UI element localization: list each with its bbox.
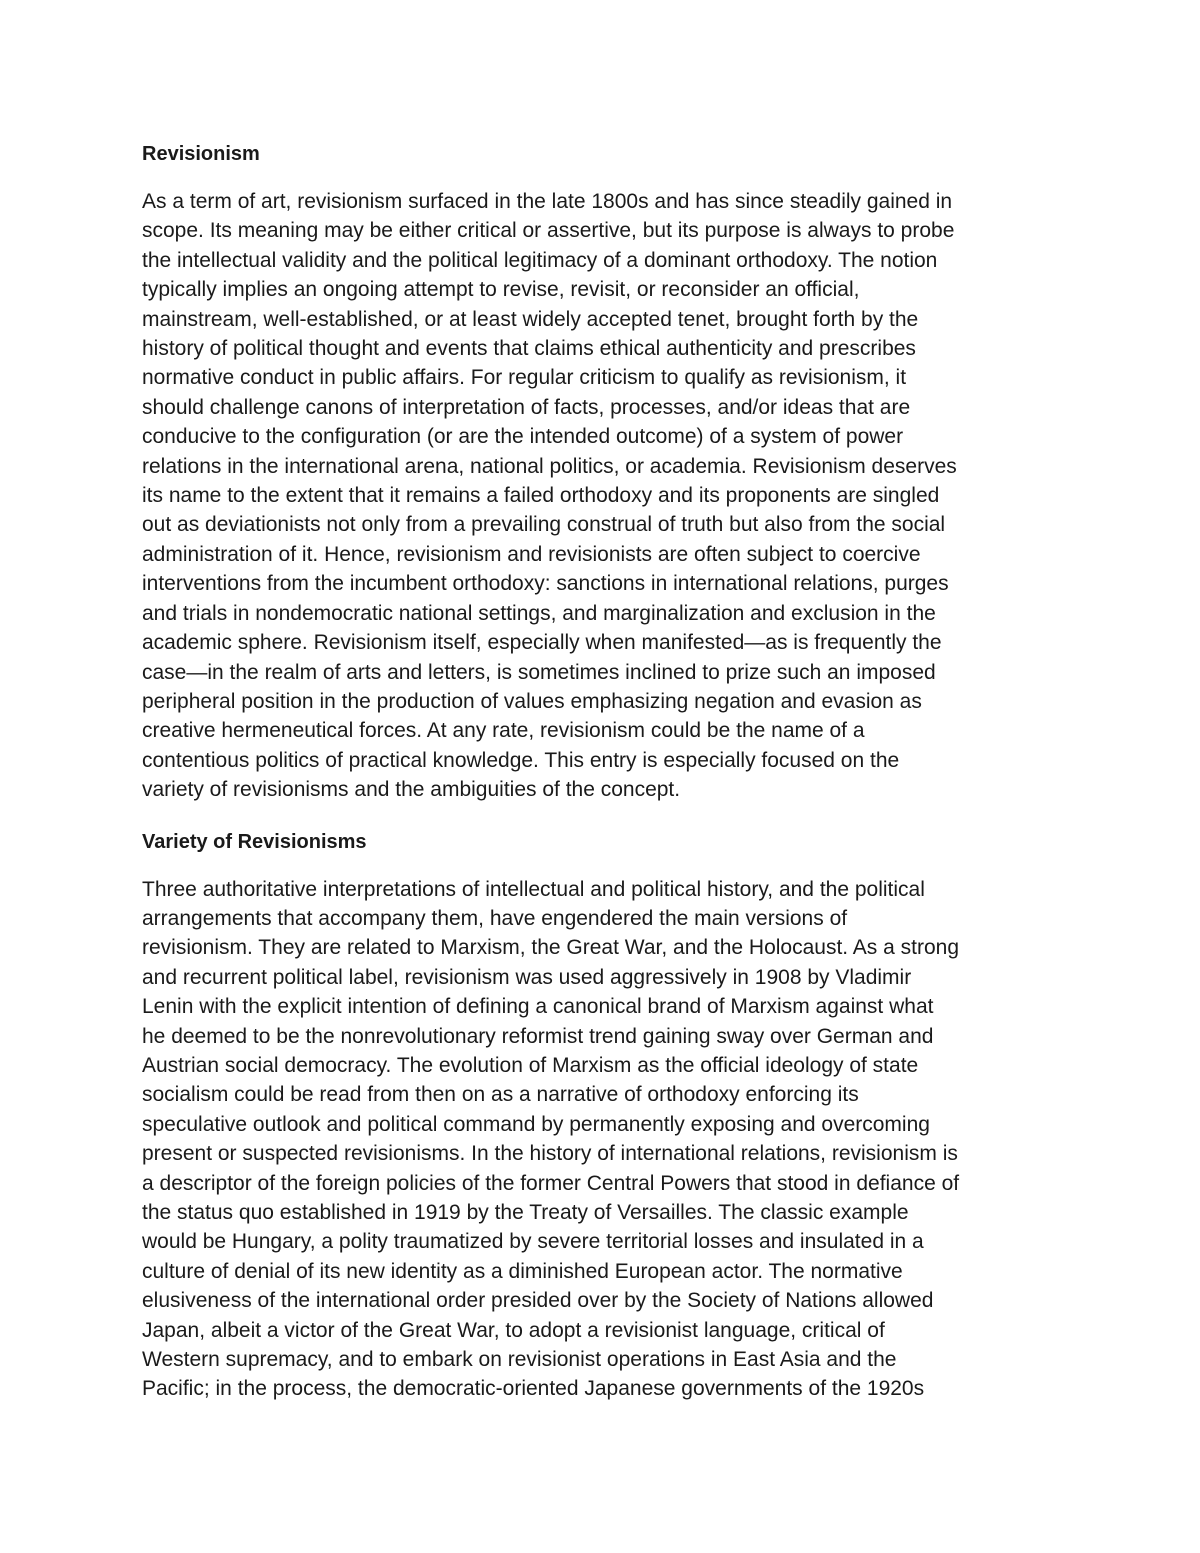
paragraph-line: interventions from the incumbent orthodoxy: sanctions in international relations, purges	[142, 572, 949, 596]
paragraph-line: normative conduct in public affairs. For regular criticism to qualify as revisionism, it	[142, 366, 907, 390]
paragraph-line: conducive to the configuration (or are the intended outcome) of a system of power	[142, 425, 904, 449]
paragraph-line: the intellectual validity and the political legitimacy of a dominant orthodoxy. The notion	[142, 248, 938, 272]
paragraph-line: peripheral position in the production of values emphasizing negation and evasion as	[142, 689, 922, 713]
paragraph-line: Pacific; in the process, the democratic-oriented Japanese governments of the 1920s	[142, 1377, 925, 1401]
paragraph-line: contentious politics of practical knowledge. This entry is especially focused on the	[142, 748, 900, 772]
paragraph-line: relations in the international arena, national politics, or academia. Revisionism deserves	[142, 454, 957, 478]
paragraph-line: typically implies an ongoing attempt to revise, revisit, or reconsider an official,	[142, 278, 860, 302]
paragraph-line: Western supremacy, and to embark on revisionist operations in East Asia and the	[142, 1348, 897, 1372]
paragraph-line: the status quo established in 1919 by the Treaty of Versailles. The classic example	[142, 1201, 909, 1224]
paragraph-line: a descriptor of the foreign policies of the former Central Powers that stood in defiance of	[142, 1171, 960, 1195]
paragraph-line: Three authoritative interpretations of intellectual and political history, and the political	[142, 877, 925, 901]
paragraph-line: history of political thought and events that claims ethical authenticity and prescribes	[142, 337, 916, 361]
paragraph-line: creative hermeneutical forces. At any rate, revisionism could be the name of a	[142, 719, 865, 743]
paragraph-line: As a term of art, revisionism surfaced in the late 1800s and has since steadily gained in	[142, 190, 953, 213]
document-content	[142, 140, 1072, 1404]
paragraph-line: administration of it. Hence, revisionism and revisionists are often subject to coercive	[142, 542, 921, 566]
paragraph-line: scope. Its meaning may be either critical or assertive, but its purpose is always to probe	[142, 219, 955, 243]
paragraph-line: culture of denial of its new identity as a diminished European actor. The normative	[142, 1259, 903, 1283]
paragraph-line: Lenin with the explicit intention of defining a canonical brand of Marxism against what	[142, 995, 934, 1019]
paragraph-line: arrangements that accompany them, have engendered the main versions of	[142, 906, 848, 930]
paragraph-line: and trials in nondemocratic national settings, and marginalization and exclusion in the	[142, 601, 936, 625]
paragraph-line: case—in the realm of arts and letters, is sometimes inclined to prize such an imposed	[142, 660, 936, 684]
paragraph-line: mainstream, well-established, or at least widely accepted tenet, brought forth by the	[142, 307, 919, 331]
variety-paragraph	[142, 875, 1072, 1404]
paragraph-line: elusiveness of the international order presided over by the Society of Nations allowed	[142, 1289, 934, 1313]
document-title: Revisionism	[142, 143, 260, 165]
intro-paragraph	[142, 187, 1072, 805]
paragraph-line: and recurrent political label, revisionism was used aggressively in 1908 by Vladimir	[142, 965, 912, 989]
paragraph-line: its name to the extent that it remains a failed orthodoxy and its proponents are singled	[142, 484, 940, 508]
paragraph-line: present or suspected revisionisms. In the history of international relations, revisionism is	[142, 1142, 958, 1166]
paragraph-line: would be Hungary, a polity traumatized by severe territorial losses and insulated in a	[142, 1230, 924, 1254]
paragraph-line: he deemed to be the nonrevolutionary reformist trend gaining sway over German and	[142, 1024, 934, 1048]
paragraph-line: should challenge canons of interpretation of facts, processes, and/or ideas that are	[142, 395, 911, 419]
paragraph-line: Japan, albeit a victor of the Great War, to adopt a revisionist language, critical of	[142, 1318, 885, 1342]
paragraph-line: speculative outlook and political command by permanently exposing and overcoming	[142, 1112, 930, 1136]
paragraph-line: Austrian social democracy. The evolution of Marxism as the official ideology of state	[142, 1053, 919, 1077]
paragraph-line: variety of revisionisms and the ambiguities of the concept.	[142, 778, 681, 802]
paragraph-line: revisionism. They are related to Marxism, the Great War, and the Holocaust. As a strong	[142, 936, 960, 960]
paragraph-line: socialism could be read from then on as a narrative of orthodoxy enforcing its	[142, 1083, 859, 1107]
section-heading: Variety of Revisionisms	[142, 830, 367, 853]
paragraph-line: out as deviationists not only from a prevailing construal of truth but also from the social	[142, 513, 946, 537]
paragraph-line: academic sphere. Revisionism itself, especially when manifested—as is frequently the	[142, 631, 942, 655]
